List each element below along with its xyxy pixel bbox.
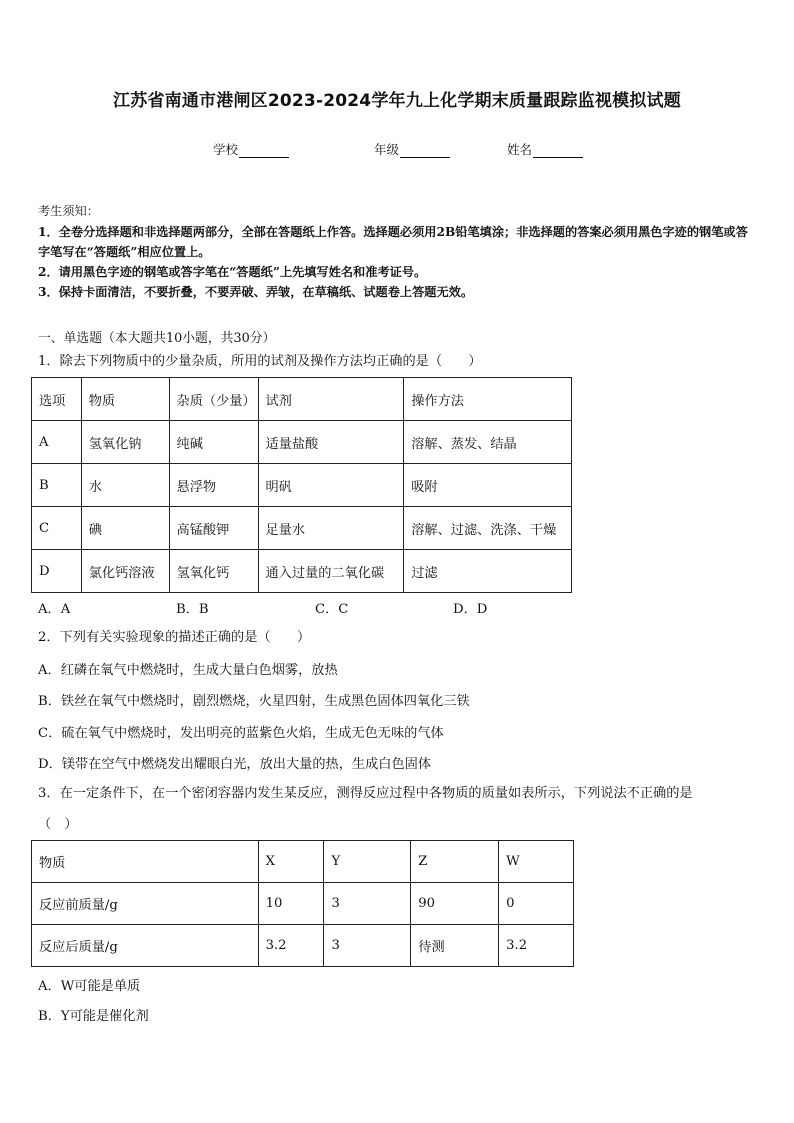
table-cell: 3.2: [499, 925, 574, 967]
student-info-fields: [0, 140, 794, 160]
question-2-option-d[interactable]: D．镁带在空气中燃烧发出耀眼白光，放出大量的热，生成白色固体: [38, 757, 432, 772]
question-2-option-c[interactable]: C．硫在氧气中燃烧时，发出明亮的蓝紫色火焰，生成无色无味的气体: [38, 726, 444, 741]
table-header-row: [32, 841, 574, 883]
question-1-stem: 1．除去下列物质中的少量杂质，所用的试剂及操作方法均正确的是（ ）: [38, 354, 482, 369]
table-cell: 溶解、过滤、洗涤、干燥: [404, 507, 572, 550]
grade-label: 年级: [374, 142, 400, 157]
table-row: [32, 550, 572, 593]
notice-item-1: 1．全卷分选择题和非选择题两部分，全部在答题纸上作答。选择题必须用2B铅笔填涂；非选择题的答案必须用黑色字迹的钢笔或答字笔写在“答题纸”相应位置上。: [38, 225, 748, 259]
exam-notice: [38, 201, 758, 302]
table-header-cell: 物质: [32, 841, 259, 883]
table-header-cell: 试剂: [258, 378, 404, 421]
page-title: 江苏省南通市港闸区2023-2024学年九上化学期末质量跟踪监视模拟试题: [113, 91, 681, 111]
notice-heading: 考生须知：: [38, 204, 99, 218]
table-cell: 悬浮物: [169, 464, 258, 507]
question-2-stem: 2．下列有关实验现象的描述正确的是（ ）: [38, 630, 311, 645]
table-cell: 90: [411, 883, 499, 925]
school-label: 学校: [213, 142, 239, 157]
table-header-cell: Z: [411, 841, 499, 883]
table-row: [32, 883, 574, 925]
question-3-option-b[interactable]: B．Y可能是催化剂: [38, 1009, 149, 1024]
table-header-cell: 物质: [81, 378, 169, 421]
question-1-table: [31, 377, 572, 593]
table-row: [32, 507, 572, 550]
table-row: [32, 464, 572, 507]
question-1-option-a[interactable]: A．A: [38, 602, 71, 617]
table-row: [32, 421, 572, 464]
table-cell: 纯碱: [169, 421, 258, 464]
name-label: 姓名: [507, 142, 533, 157]
table-cell: 待测: [411, 925, 499, 967]
section-title: 一、单选题（本大题共10小题，共30分）: [38, 331, 276, 346]
table-cell: 反应前质量/g: [32, 883, 259, 925]
table-cell: 适量盐酸: [258, 421, 404, 464]
table-cell: 反应后质量/g: [32, 925, 259, 967]
question-3-table: [31, 840, 574, 967]
grade-field: [374, 140, 450, 158]
table-cell: 10: [258, 883, 324, 925]
question-3-option-a[interactable]: A．W可能是单质: [38, 979, 141, 994]
table-cell: 过滤: [404, 550, 572, 593]
question-3-stem: 3．在一定条件下，在一个密闭容器内发生某反应，测得反应过程中各物质的质量如表所示，下列说法不正确的是: [38, 786, 693, 801]
table-cell: A: [32, 421, 82, 464]
table-cell: 氢氧化钙: [169, 550, 258, 593]
table-cell: 3: [324, 925, 411, 967]
table-cell: 吸附: [404, 464, 572, 507]
school-field: [213, 140, 289, 158]
table-header-cell: 操作方法: [404, 378, 572, 421]
question-3-stem-continued: （ ）: [38, 817, 78, 832]
table-cell: 高锰酸钾: [169, 507, 258, 550]
question-2-option-a[interactable]: A．红磷在氧气中燃烧时，生成大量白色烟雾，放热: [38, 663, 338, 678]
table-cell: 氯化钙溶液: [81, 550, 169, 593]
table-cell: 3: [324, 883, 411, 925]
question-1-option-d[interactable]: D．D: [453, 602, 488, 617]
table-cell: 通入过量的二氧化碳: [258, 550, 404, 593]
table-cell: 0: [499, 883, 574, 925]
table-cell: 氢氧化钠: [81, 421, 169, 464]
table-header-cell: X: [258, 841, 324, 883]
table-cell: 碘: [81, 507, 169, 550]
notice-item-3: 3．保持卡面清洁，不要折叠，不要弄破、弄皱，在草稿纸、试题卷上答题无效。: [38, 285, 474, 299]
table-cell: D: [32, 550, 82, 593]
table-cell: C: [32, 507, 82, 550]
name-field: [507, 140, 583, 158]
school-blank[interactable]: [239, 144, 289, 158]
question-1-option-b[interactable]: B．B: [176, 602, 209, 617]
table-cell: 水: [81, 464, 169, 507]
table-cell: 足量水: [258, 507, 404, 550]
table-row: [32, 925, 574, 967]
table-cell: B: [32, 464, 82, 507]
table-header-cell: 选项: [32, 378, 82, 421]
table-header-cell: 杂质（少量）: [169, 378, 258, 421]
table-cell: 溶解、蒸发、结晶: [404, 421, 572, 464]
table-header-cell: Y: [324, 841, 411, 883]
name-blank[interactable]: [533, 144, 583, 158]
notice-item-2: 2．请用黑色字迹的钢笔或答字笔在“答题纸”上先填写姓名和准考证号。: [38, 265, 427, 279]
question-2-option-b[interactable]: B．铁丝在氧气中燃烧时，剧烈燃烧，火星四射，生成黑色固体四氧化三铁: [38, 694, 470, 709]
grade-blank[interactable]: [400, 144, 450, 158]
question-1-option-c[interactable]: C．C: [315, 602, 349, 617]
table-cell: 3.2: [258, 925, 324, 967]
table-cell: 明矾: [258, 464, 404, 507]
table-header-cell: W: [499, 841, 574, 883]
table-header-row: [32, 378, 572, 421]
